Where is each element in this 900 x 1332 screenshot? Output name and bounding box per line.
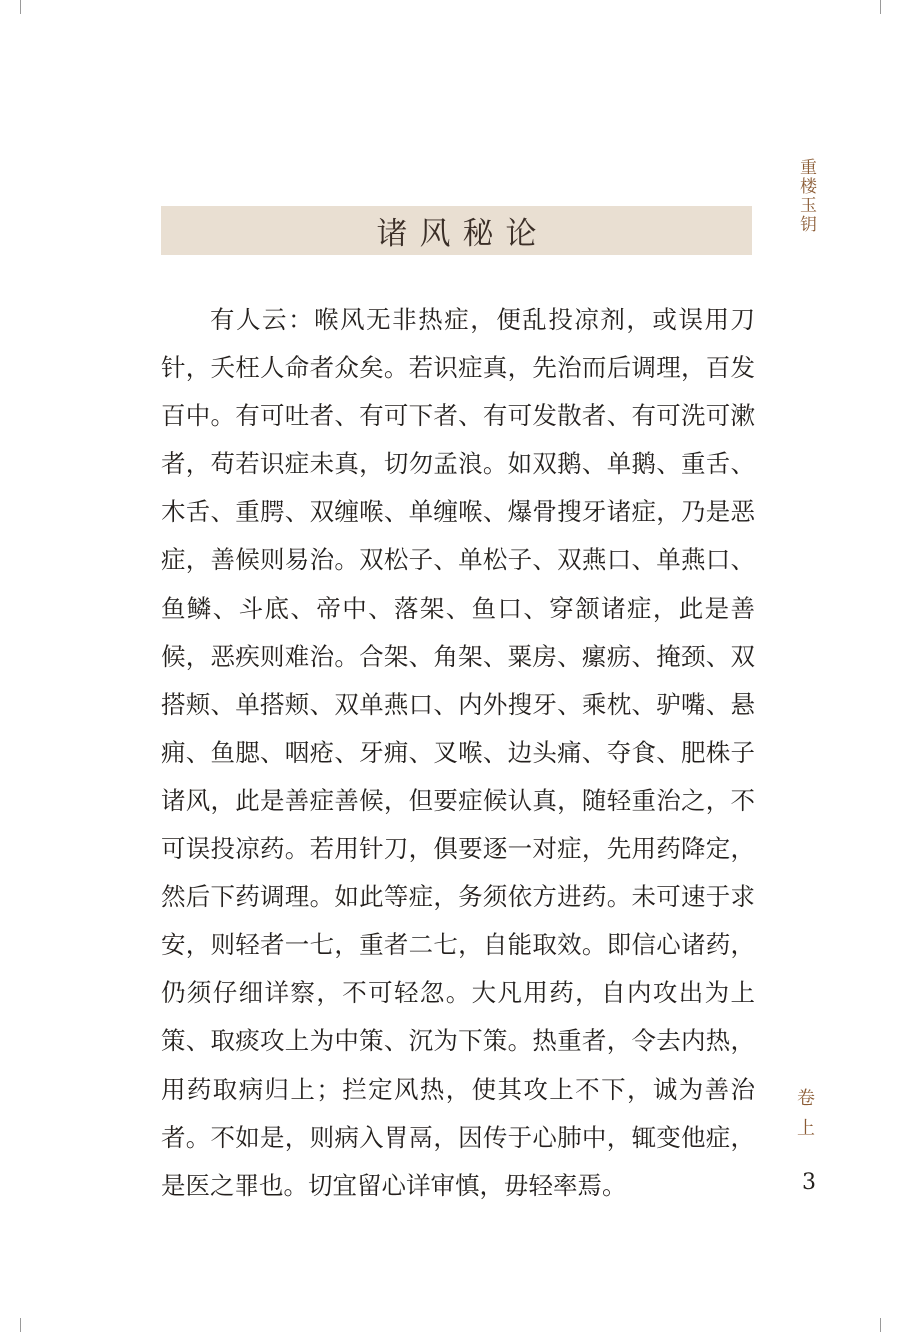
body-paragraph: 有人云：喉风无非热症，便乱投凉剂，或误用刀针，夭枉人命者众矣。若识症真，先治而后调理，百发百中。有可吐者、有可下者、有可发散者、有可洗可漱者，苟若识症未真，切勿孟浪。如双鹅、单鹅、重舌、木舌、重腭、双缠喉、单缠喉、爆骨搜牙诸症，乃是恶症，善候则易治。双松子、单松子、双燕口、单燕口、鱼鳞、斗底、帝中、落架、鱼口、穿颔诸症，此是善候，恶疾则难治。合架、角架、粟房、瘰疬、掩颈、双搭颊、单搭颊、双单燕口、内外搜牙、乘枕、驴嘴、悬痈、鱼腮、咽疮、牙痈、叉喉、边头痛、夺食、肥株子诸风，此是善症善候，但要症候认真，随轻重治之，不可误投凉药。若用针刀，俱要逐一对症，先用药降定，然后下药调理。如此等症，务须依方进药。未可速于求安，则轻者一七，重者二七，自能取效。即信心诸药，仍须仔细详察，不可轻忽。大凡用药，自内攻出为上策、取痰攻上为中策、沉为下策。热重者，令去内热，用药取病归上；拦定风热，使其攻上不下，诚为善治者。不如是，则病入胃鬲，因传于心肺中，辄变他症，是医之罪也。切宜留心详审慎，毋轻率焉。 [161,305,755,1200]
section-title: 诸风秘论 [376,216,549,252]
running-footer-volume: 卷上 [794,1088,815,1148]
running-header-book-title: 重楼玉钥 [796,158,816,234]
section-title-band [161,206,752,255]
crop-mark-top-right [880,0,881,14]
page-number: 3 [802,1170,816,1195]
crop-mark-bottom-left [20,1318,21,1332]
crop-mark-top-left [20,0,21,14]
crop-mark-bottom-right [880,1318,881,1332]
